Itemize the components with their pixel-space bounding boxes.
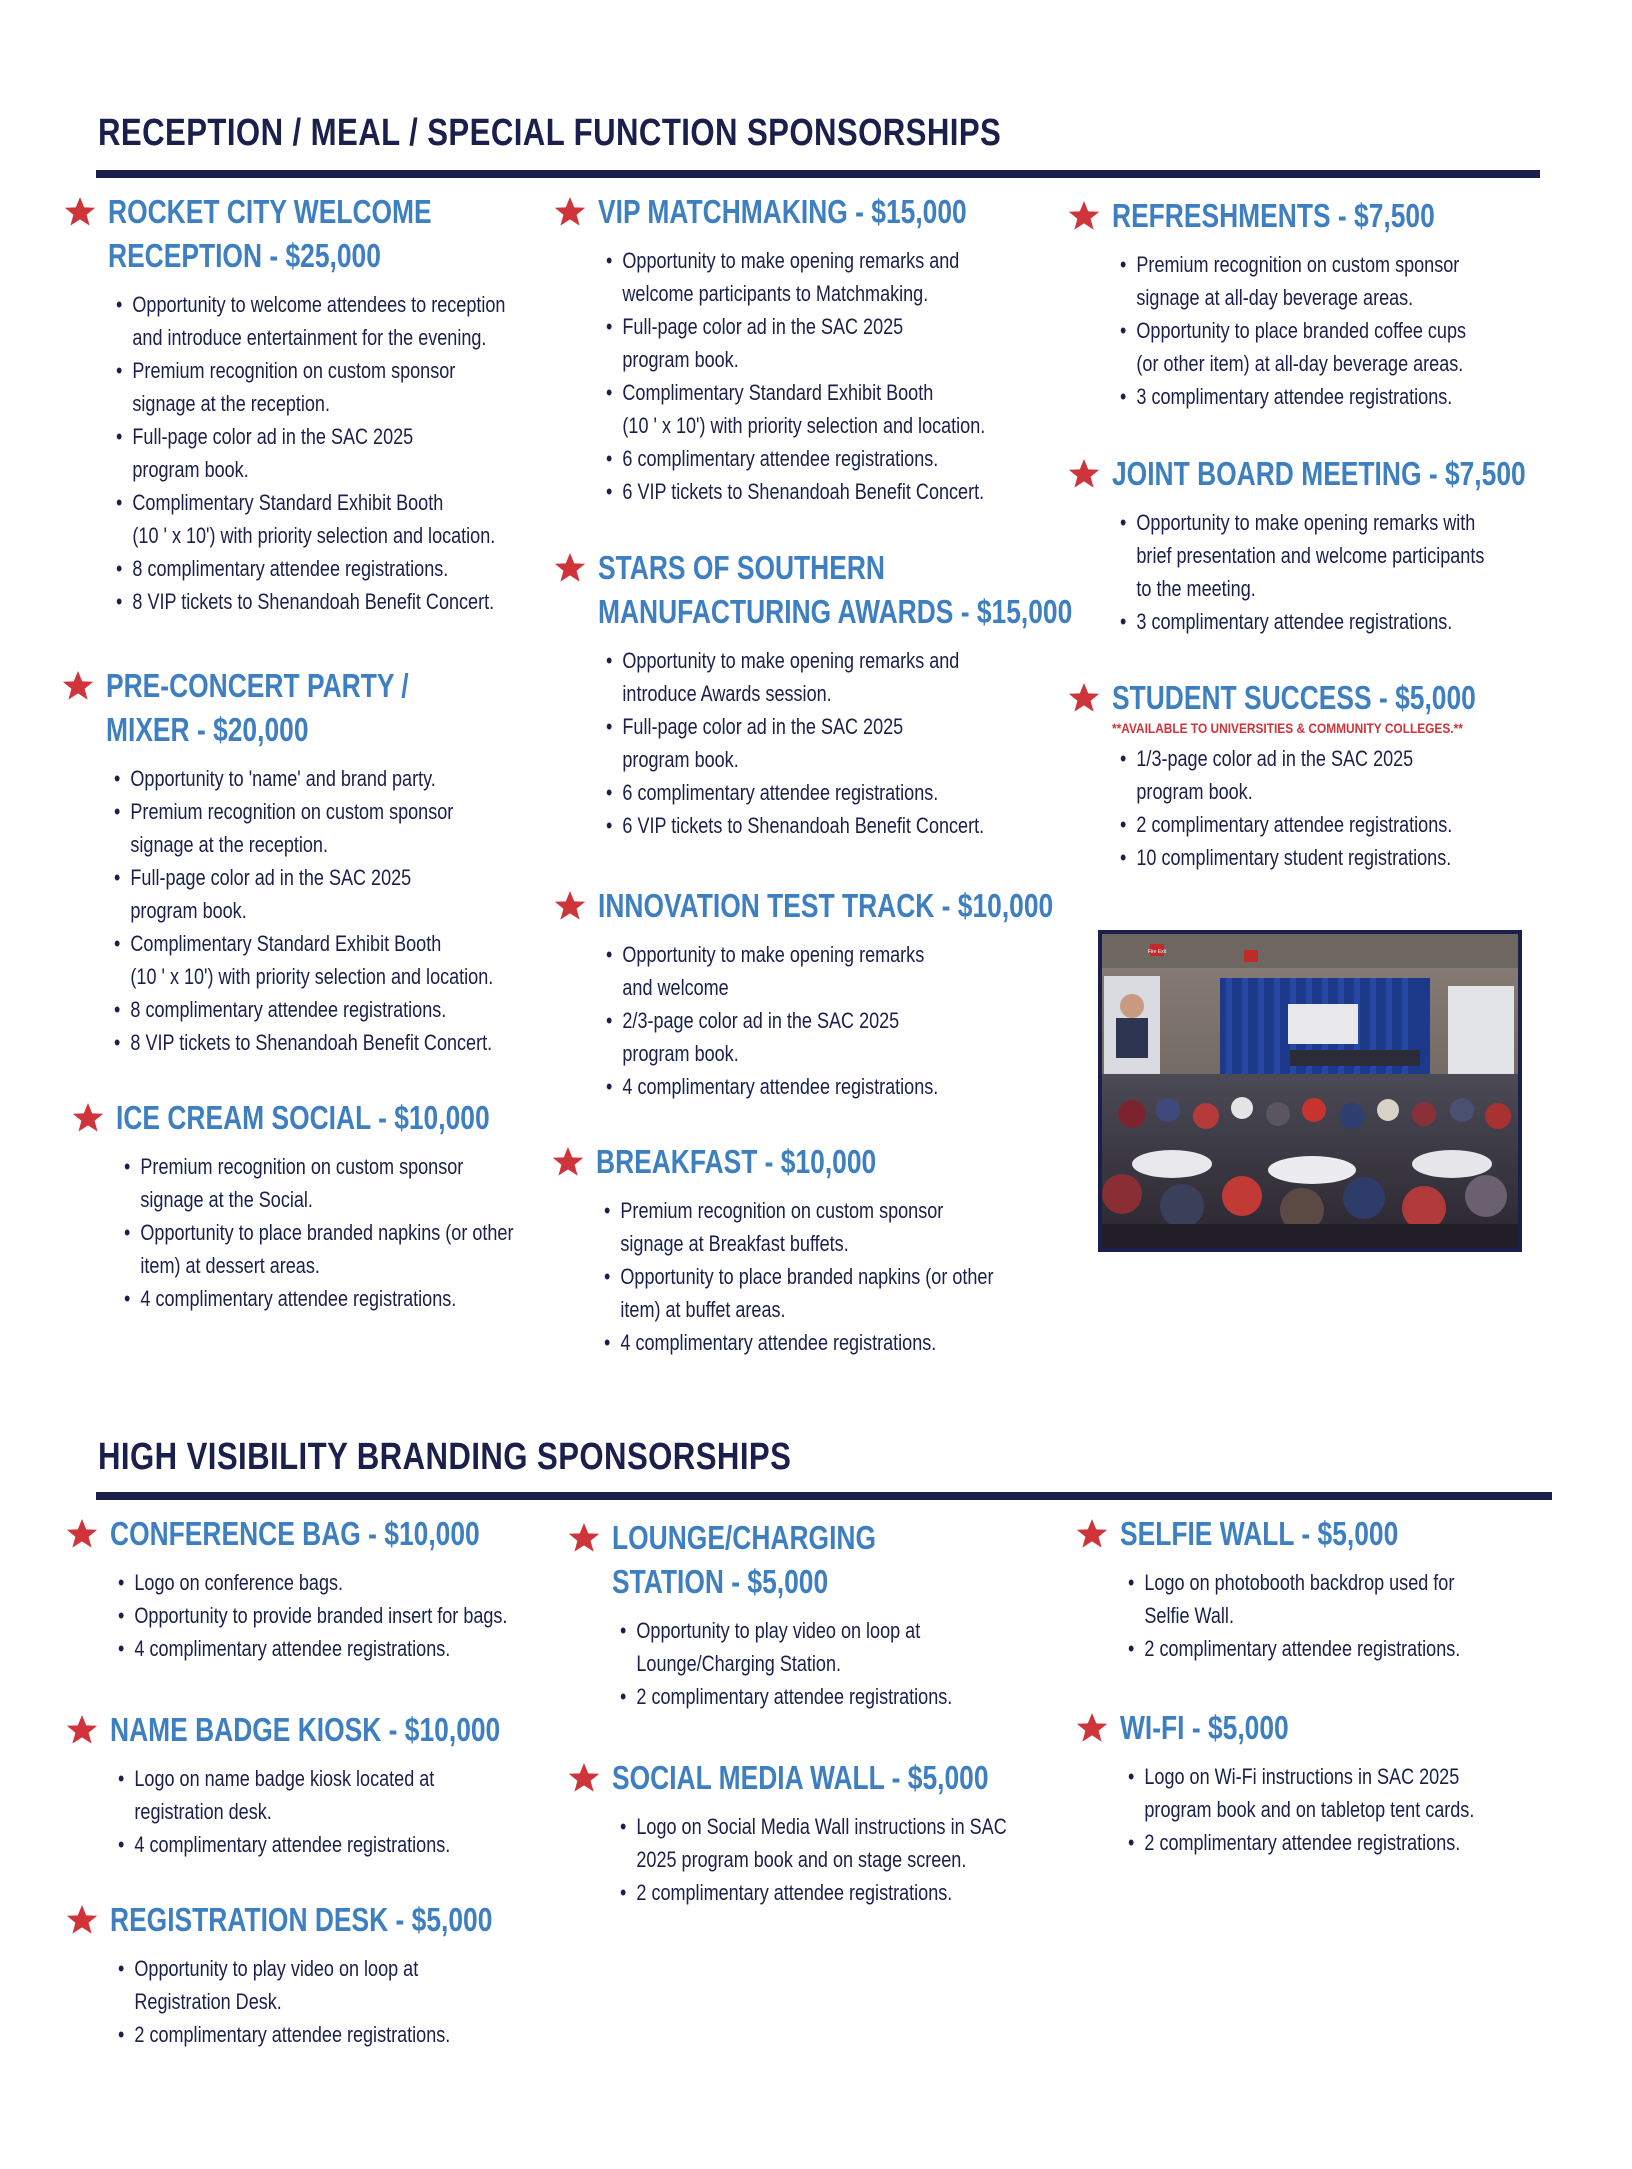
benefit-item-line: • 8 complimentary attendee registrations.: [130, 997, 447, 1022]
benefit-item-line: • Full-page color ad in the SAC 2025: [622, 714, 904, 739]
section-rule-reception: [96, 170, 1540, 178]
benefit-item-line: • 3 complimentary attendee registrations.: [1136, 609, 1453, 634]
benefit-item-line: • Complimentary Standard Exhibit Booth: [130, 931, 442, 956]
section-title-reception: RECEPTION / MEAL / SPECIAL FUNCTION SPONSORSHIPS: [98, 112, 1002, 154]
benefit-item: [1128, 1566, 1460, 1632]
sponsorship-title: [110, 1512, 496, 1556]
sponsorship-title: [1112, 194, 1456, 238]
benefit-item-line: • Premium recognition on custom sponsor: [1136, 252, 1460, 277]
benefit-item: [114, 993, 493, 1026]
sponsorship-title-line: JOINT BOARD MEETING - $7,500: [1112, 455, 1526, 492]
benefit-item: [606, 376, 985, 442]
sponsorship-selfie-wall: [1120, 1512, 1533, 1665]
benefit-list: [1128, 1566, 1533, 1665]
benefit-item: [1128, 1760, 1474, 1826]
sponsorship-title: [110, 1708, 500, 1752]
star-icon: [1068, 458, 1100, 490]
benefit-item: [1120, 605, 1537, 638]
benefit-item-line: Lounge/Charging Station.: [636, 1651, 842, 1676]
star-icon: [66, 1904, 98, 1936]
benefit-item: [606, 710, 1086, 776]
section-title-branding: HIGH VISIBILITY BRANDING SPONSORSHIPS: [98, 1436, 792, 1478]
benefit-item: [118, 2018, 503, 2051]
sponsorship-title: [598, 546, 1072, 634]
benefit-item-line: • Logo on photobooth backdrop used for: [1144, 1570, 1455, 1595]
benefit-list: [118, 1566, 593, 1665]
benefit-item-line: • 4 complimentary attendee registrations.: [620, 1330, 937, 1355]
benefit-item: [114, 762, 493, 795]
benefit-item: [620, 1680, 952, 1713]
benefit-item: [606, 475, 985, 508]
benefit-item-line: • 2/3-page color ad in the SAC 2025: [622, 1008, 900, 1033]
star-icon: [72, 1102, 104, 1134]
benefit-item-line: • 6 VIP tickets to Shenandoah Benefit Concert.: [622, 813, 985, 838]
benefit-item-line: program book.: [1136, 779, 1253, 804]
benefit-item-line: program book.: [130, 898, 247, 923]
star-icon: [64, 196, 96, 228]
sponsorship-title: [596, 1140, 982, 1184]
sponsorship-title: [612, 1516, 943, 1604]
sponsorship-title: [1112, 452, 1526, 496]
benefit-list: [606, 938, 1167, 1103]
sponsorship-pre-concert: [106, 664, 577, 1059]
benefit-item-line: introduce Awards session.: [622, 681, 832, 706]
benefit-item-line: • Opportunity to play video on loop at: [636, 1618, 921, 1643]
benefit-item-line: • Full-page color ad in the SAC 2025: [622, 314, 904, 339]
benefit-item-line: • 2 complimentary attendee registrations.: [1144, 1830, 1461, 1855]
sponsorship-vip-matchmaking: [598, 190, 1069, 508]
sponsorship-title: [1112, 676, 1476, 720]
benefit-item-line: • 10 complimentary student registrations.: [1136, 845, 1452, 870]
benefit-item-line: • Full-page color ad in the SAC 2025: [130, 865, 412, 890]
benefit-item-line: • Premium recognition on custom sponsor: [132, 358, 456, 383]
benefit-item: [114, 1026, 493, 1059]
benefit-list: [124, 1150, 599, 1315]
sponsorship-title-line: ICE CREAM SOCIAL - $10,000: [116, 1099, 490, 1136]
benefit-item-line: • Opportunity to make opening remarks and: [622, 648, 960, 673]
benefit-item: [114, 795, 493, 861]
benefit-item-line: program book and on tabletop tent cards.: [1144, 1797, 1475, 1822]
benefit-item-line: • Opportunity to welcome attendees to reception: [132, 292, 506, 317]
sponsorship-title-line: STARS OF SOUTHERN: [598, 549, 885, 586]
benefit-item: [1120, 808, 1486, 841]
benefit-list: [620, 1810, 1092, 1909]
benefit-item: [124, 1216, 513, 1282]
benefit-item-line: and introduce entertainment for the evening.: [132, 325, 487, 350]
benefit-item-line: • Complimentary Standard Exhibit Booth: [622, 380, 934, 405]
benefit-item: [114, 861, 493, 927]
benefit-item-line: and welcome: [622, 975, 729, 1000]
benefit-item-line: • Opportunity to place branded coffee cups: [1136, 318, 1467, 343]
benefit-item-line: • Opportunity to make opening remarks and: [622, 248, 960, 273]
benefit-item: [1120, 380, 1466, 413]
sponsorship-title: [116, 1096, 502, 1140]
benefit-item: [606, 442, 985, 475]
benefit-item: [1128, 1826, 1474, 1859]
sponsorship-title-line: SELFIE WALL - $5,000: [1120, 1515, 1399, 1552]
benefit-item-line: • Logo on name badge kiosk located at: [134, 1766, 435, 1791]
benefit-item-line: Selfie Wall.: [1144, 1603, 1234, 1628]
benefit-item-line: • Premium recognition on custom sponsor: [620, 1198, 944, 1223]
benefit-item-line: welcome participants to Matchmaking.: [622, 281, 929, 306]
benefit-item: [118, 1952, 503, 2018]
sponsorship-title-line: CONFERENCE BAG - $10,000: [110, 1515, 480, 1552]
sponsorship-title-line: STATION - $5,000: [612, 1563, 829, 1600]
star-icon: [554, 552, 586, 584]
benefit-item: [116, 585, 505, 618]
sponsorship-title-line: INNOVATION TEST TRACK - $10,000: [598, 887, 1054, 924]
benefit-item-line: • 4 complimentary attendee registrations.: [140, 1286, 457, 1311]
benefit-item: [606, 310, 985, 376]
sponsorship-title: [1120, 1512, 1451, 1556]
benefit-item-line: (10 ' x 10') with priority selection and location.: [132, 523, 496, 548]
benefit-list: [1120, 742, 1567, 874]
benefit-item-line: (or other item) at all-day beverage areas.: [1136, 351, 1464, 376]
benefit-item-line: • 8 VIP tickets to Shenandoah Benefit Concert.: [132, 589, 495, 614]
benefit-list: [116, 288, 591, 618]
star-icon: [1076, 1518, 1108, 1550]
sponsorship-title-line: VIP MATCHMAKING - $15,000: [598, 193, 967, 230]
benefit-item: [604, 1260, 993, 1326]
benefit-item-line: program book.: [622, 347, 739, 372]
benefit-item-line: signage at all-day beverage areas.: [1136, 285, 1414, 310]
benefit-item-line: • Opportunity to provide branded insert for bags.: [134, 1603, 508, 1628]
benefit-item: [606, 644, 1086, 710]
benefit-item: [1128, 1632, 1460, 1665]
sponsorship-title-line: SOCIAL MEDIA WALL - $5,000: [612, 1759, 989, 1796]
benefit-item-line: to the meeting.: [1136, 576, 1256, 601]
sponsorship-innovation: [598, 884, 1167, 1103]
benefit-item-line: • Opportunity to place branded napkins (or other: [140, 1220, 514, 1245]
benefit-item-line: program book.: [622, 747, 739, 772]
benefit-item-line: • 4 complimentary attendee registrations.: [134, 1636, 451, 1661]
benefit-item-line: Registration Desk.: [134, 1989, 282, 2014]
benefit-list: [606, 644, 1191, 842]
benefit-list: [118, 1952, 588, 2051]
sponsorship-wifi: [1120, 1706, 1550, 1859]
star-icon: [568, 1522, 600, 1554]
benefit-item: [606, 809, 1086, 842]
conference-photo: [1098, 930, 1522, 1252]
benefit-item-line: brief presentation and welcome participants: [1136, 543, 1485, 568]
benefit-item: [606, 1004, 1066, 1070]
benefit-item-line: program book.: [132, 457, 249, 482]
benefit-list: [604, 1194, 1079, 1359]
benefit-item-line: • 2 complimentary attendee registrations.: [636, 1684, 953, 1709]
benefit-item: [116, 354, 505, 420]
benefit-item-line: • Premium recognition on custom sponsor: [140, 1154, 464, 1179]
benefit-item-line: • 8 complimentary attendee registrations.: [132, 556, 449, 581]
benefit-list: [1128, 1760, 1550, 1859]
sponsorship-social-media: [612, 1756, 1092, 1909]
sponsorship-ice-cream: [116, 1096, 599, 1315]
sponsorship-title-line: MANUFACTURING AWARDS - $15,000: [598, 593, 1073, 630]
benefit-item-line: item) at dessert areas.: [140, 1253, 320, 1278]
star-icon: [66, 1518, 98, 1550]
star-icon: [552, 1146, 584, 1178]
benefit-item: [118, 1599, 507, 1632]
benefit-item: [118, 1828, 511, 1861]
benefit-item: [620, 1810, 1007, 1876]
benefit-item-line: • Opportunity to place branded napkins (or other: [620, 1264, 994, 1289]
benefit-item-line: • Opportunity to play video on loop at: [134, 1956, 419, 1981]
benefit-item: [118, 1632, 507, 1665]
sponsorship-name-badge: [110, 1708, 598, 1861]
star-icon: [568, 1762, 600, 1794]
benefit-item: [114, 927, 493, 993]
sponsorship-title-line: WI-FI - $5,000: [1120, 1709, 1289, 1746]
star-icon: [62, 670, 94, 702]
benefit-item-line: item) at buffet areas.: [620, 1297, 786, 1322]
benefit-item-line: (10 ' x 10') with priority selection and location.: [622, 413, 986, 438]
benefit-item-line: • 2 complimentary attendee registrations.: [134, 2022, 451, 2047]
benefit-item-line: • Opportunity to make opening remarks with: [1136, 510, 1476, 535]
benefit-list: [620, 1614, 1025, 1713]
sponsorship-stars-awards: [598, 546, 1191, 842]
star-icon: [1076, 1712, 1108, 1744]
benefit-item: [606, 776, 1086, 809]
sponsorship-title-line: MIXER - $20,000: [106, 711, 309, 748]
sponsorship-student-success: [1112, 676, 1567, 874]
benefit-item-line: signage at the reception.: [132, 391, 330, 416]
sponsorship-title: [110, 1898, 492, 1942]
benefit-item-line: • Opportunity to 'name' and brand party.: [130, 766, 436, 791]
benefit-item-line: signage at Breakfast buffets.: [620, 1231, 849, 1256]
benefit-item-line: signage at the Social.: [140, 1187, 313, 1212]
benefit-item-line: • 3 complimentary attendee registrations.: [1136, 384, 1453, 409]
sponsorship-title-line: ROCKET CITY WELCOME: [108, 193, 432, 230]
benefit-item: [116, 486, 505, 552]
benefit-item: [116, 288, 505, 354]
sponsorship-rocket-city: [108, 190, 591, 618]
benefit-item-line: • 4 complimentary attendee registrations.: [134, 1832, 451, 1857]
star-icon: [554, 196, 586, 228]
sponsorship-title: [598, 190, 974, 234]
sponsorship-registration-desk: [110, 1898, 588, 2051]
star-icon: [554, 890, 586, 922]
benefit-item: [620, 1876, 1007, 1909]
benefit-list: [118, 1762, 598, 1861]
star-icon: [1068, 200, 1100, 232]
benefit-item: [604, 1194, 993, 1260]
benefit-item: [1120, 506, 1537, 605]
benefit-item-line: • 8 VIP tickets to Shenandoah Benefit Concert.: [130, 1030, 493, 1055]
benefit-item: [606, 938, 1066, 1004]
benefit-item-line: • Complimentary Standard Exhibit Booth: [132, 490, 444, 515]
sponsorship-title-line: STUDENT SUCCESS - $5,000: [1112, 679, 1476, 716]
sponsorship-title-line: RECEPTION - $25,000: [108, 237, 381, 274]
sponsorship-title-line: REGISTRATION DESK - $5,000: [110, 1901, 493, 1938]
benefit-item-line: • Logo on Social Media Wall instructions in SAC: [636, 1814, 1007, 1839]
benefit-item: [1120, 841, 1486, 874]
benefit-item: [118, 1566, 507, 1599]
benefit-item-line: • Opportunity to make opening remarks: [622, 942, 925, 967]
benefit-item: [124, 1282, 513, 1315]
fire-exit-sign-text: Fire Exit: [1147, 949, 1167, 955]
benefit-item-line: • Logo on conference bags.: [134, 1570, 344, 1595]
benefit-item: [124, 1150, 513, 1216]
sponsorship-title: [106, 664, 482, 752]
sponsorship-title-line: REFRESHMENTS - $7,500: [1112, 197, 1435, 234]
benefit-item: [116, 420, 505, 486]
benefit-item: [1120, 248, 1466, 314]
benefit-list: [606, 244, 1069, 508]
benefit-item-line: • 6 complimentary attendee registrations.: [622, 446, 939, 471]
benefit-item-line: • 2 complimentary attendee registrations.: [1136, 812, 1453, 837]
benefit-item-line: • 1/3-page color ad in the SAC 2025: [1136, 746, 1414, 771]
availability-note: **AVAILABLE TO UNIVERSITIES & COMMUNITY COLLEGES.**: [1112, 720, 1463, 736]
benefit-item-line: • 6 complimentary attendee registrations.: [622, 780, 939, 805]
benefit-item-line: 2025 program book and on stage screen.: [636, 1847, 967, 1872]
benefit-item-line: registration desk.: [134, 1799, 272, 1824]
benefit-item-line: • Full-page color ad in the SAC 2025: [132, 424, 414, 449]
benefit-item: [620, 1614, 952, 1680]
benefit-list: [114, 762, 577, 1059]
benefit-item: [1120, 742, 1486, 808]
benefit-item-line: program book.: [622, 1041, 739, 1066]
sponsorship-conference-bag: [110, 1512, 593, 1665]
sponsorship-refreshments: [1112, 194, 1542, 413]
sponsorship-title: [612, 1756, 996, 1800]
benefit-item-line: signage at the reception.: [130, 832, 328, 857]
sponsorship-title-line: NAME BADGE KIOSK - $10,000: [110, 1711, 501, 1748]
benefit-list: [1120, 248, 1542, 413]
section-rule-branding: [96, 1492, 1552, 1500]
benefit-item: [116, 552, 505, 585]
benefit-item-line: • 2 complimentary attendee registrations.: [1144, 1636, 1461, 1661]
benefit-item: [604, 1326, 993, 1359]
benefit-list: [1120, 506, 1629, 638]
sponsorship-title: [1120, 1706, 1464, 1750]
sponsorship-title: [108, 190, 494, 278]
sponsorship-title-line: PRE-CONCERT PARTY /: [106, 667, 409, 704]
sponsorship-title-line: BREAKFAST - $10,000: [596, 1143, 877, 1180]
sponsorship-joint-board: [1112, 452, 1629, 638]
sponsorship-title-line: LOUNGE/CHARGING: [612, 1519, 876, 1556]
star-icon: [66, 1714, 98, 1746]
benefit-item: [606, 244, 985, 310]
benefit-item: [1120, 314, 1466, 380]
benefit-item-line: • Logo on Wi-Fi instructions in SAC 2025: [1144, 1764, 1460, 1789]
benefit-item-line: (10 ' x 10') with priority selection and location.: [130, 964, 494, 989]
benefit-item-line: • 2 complimentary attendee registrations.: [636, 1880, 953, 1905]
sponsorship-lounge: [612, 1516, 1025, 1713]
benefit-item-line: • 6 VIP tickets to Shenandoah Benefit Concert.: [622, 479, 985, 504]
star-icon: [1068, 682, 1100, 714]
benefit-item-line: • Premium recognition on custom sponsor: [130, 799, 454, 824]
benefit-item: [606, 1070, 1066, 1103]
benefit-item-line: • 4 complimentary attendee registrations.: [622, 1074, 939, 1099]
benefit-item: [118, 1762, 511, 1828]
sponsorship-title: [598, 884, 1053, 928]
sponsorship-breakfast: [596, 1140, 1079, 1359]
